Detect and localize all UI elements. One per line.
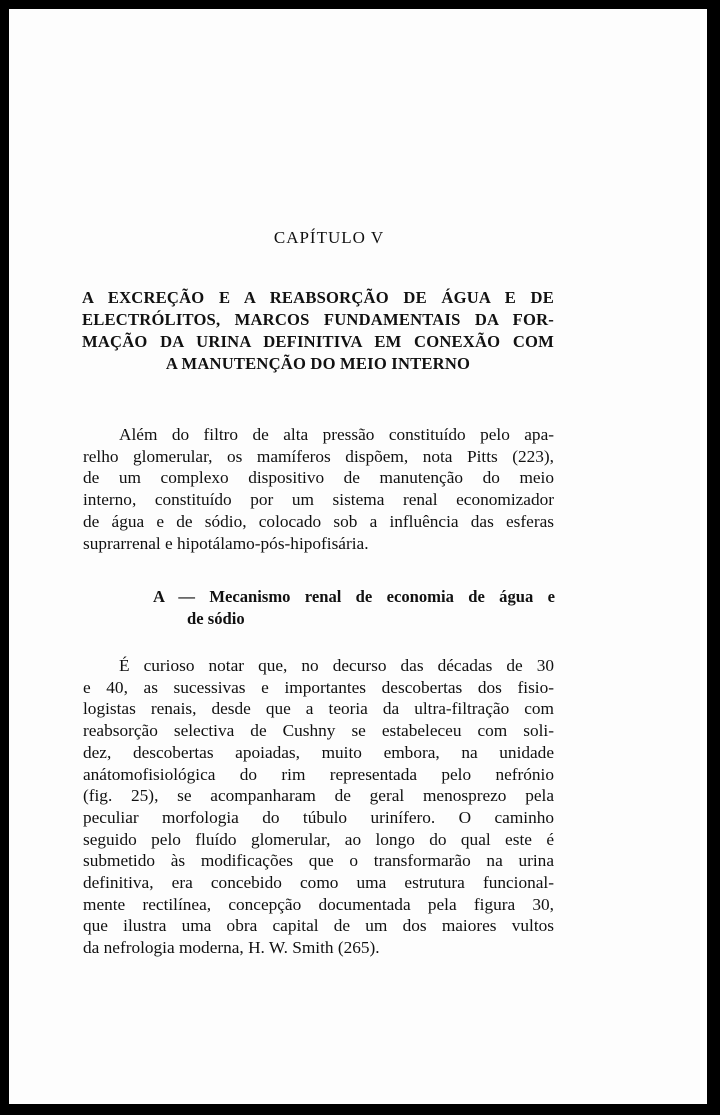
text-line: seguido pelo fluído glomerular, ao longo do qual este é [83, 829, 554, 849]
text-line: da nefrologia moderna, H. W. Smith (265). [83, 938, 380, 958]
section-heading-line: A — Mecanismo renal de economia de água e [153, 587, 555, 606]
text-line: É curioso notar que, no decurso das décadas de 30 [119, 656, 554, 675]
text-line: de um complexo dispositivo de manutenção do meio [83, 468, 554, 488]
text-line: (fig. 25), se acompanharam de geral menosprezo pela [83, 786, 554, 806]
text-line: definitiva, era concebido como uma estrutura funcional- [83, 873, 554, 893]
text-line: interno, constituído por um sistema renal economizador [83, 490, 554, 510]
text-line: relho glomerular, os mamíferos dispõem, nota Pitts (223), [83, 446, 554, 466]
text-line: Além do filtro de alta pressão constituído pelo apa- [119, 425, 554, 444]
chapter-title [82, 287, 554, 375]
chapter-title-line: MAÇÃO DA URINA DEFINITIVA EM CONEXÃO COM [82, 332, 554, 351]
text-line: logistas renais, desde que a teoria da ultra-filtração com [83, 699, 554, 719]
paragraph-main [83, 655, 554, 959]
section-heading-line: de sódio [187, 609, 245, 628]
chapter-title-line: A EXCREÇÃO E A REABSORÇÃO DE ÁGUA E DE [82, 288, 554, 307]
chapter-title-line: A MANUTENÇÃO DO MEIO INTERNO [165, 354, 471, 373]
paragraph-intro [83, 424, 554, 554]
text-line: submetido às modificações que o transformarão na urina [83, 851, 554, 871]
text-line: dez, descobertas apoiadas, muito embora, na unidade [83, 742, 554, 762]
chapter-label: CAPÍTULO V [273, 228, 385, 247]
text-line: reabsorção selectiva de Cushny se estabeleceu com soli- [83, 721, 554, 741]
text-line: peculiar morfologia do túbulo urinífero. O caminho [83, 807, 554, 827]
text-line: anátomofisiológica do rim representada pelo nefrónio [83, 764, 554, 784]
text-line: mente rectilínea, concepção documentada pela figura 30, [83, 894, 554, 914]
section-heading [153, 586, 555, 630]
text-line: suprarrenal e hipotálamo-pós-hipofisária. [83, 533, 369, 553]
text-line: de água e de sódio, colocado sob a influência das esferas [83, 511, 554, 531]
book-page [9, 9, 707, 1104]
chapter-title-line: ELECTRÓLITOS, MARCOS FUNDAMENTAIS DA FOR- [82, 310, 554, 329]
text-line: e 40, as sucessivas e importantes descobertas dos fisio- [83, 677, 554, 697]
text-line: que ilustra uma obra capital de um dos maiores vultos [83, 916, 554, 936]
